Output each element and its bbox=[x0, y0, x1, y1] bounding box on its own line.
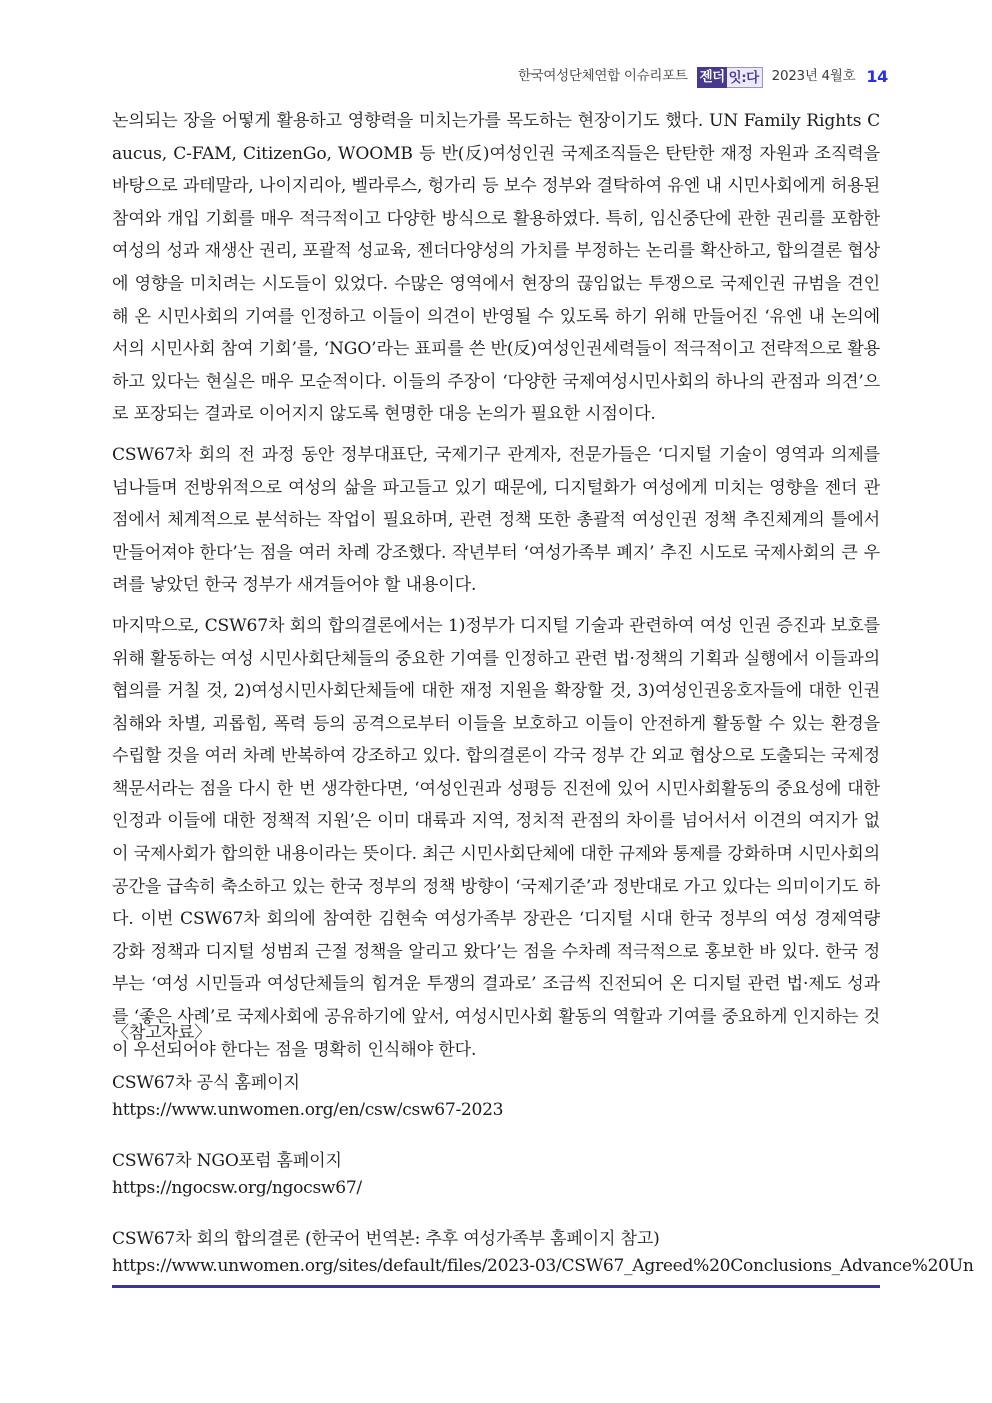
logo-text-primary: 젠더 bbox=[697, 67, 727, 88]
paragraph: 논의되는 장을 어떻게 활용하고 영향력을 미치는가를 목도하는 현장이기도 했다. UN Family Rights Caucus, C-FAM, CitizenGo, WOOMB 등 반(反)여성인권 국제조직들은 탄탄한 재정 자원과 조직력을 바탕으로 과테말라, 나이지리아, 벨라루스, 헝가리 등 보수 정부와 결탁하여 유엔 내 시민사회에게 허용된 참여와 개입 기회를 매우 적극적이고 다양한 방식으로 활용하였다. 특히, 임신중단에 관한 권리를 포함한 여성의 성과 재생산 권리, 포괄적 성교육, 젠더다양성의 가치를 부정하는 논리를 확산하고, 합의결론 협상에 영향을 미치려는 시도들이 있었다. 수많은 영역에서 현장의 끊임없는 투쟁으로 국제인권 규범을 견인해 온 시민사회의 기여를 인정하고 이들이 의견이 반영될 수 있도록 하기 위해 만들어진 ‘유엔 내 논의에서의 시민사회 참여 기회’를, ‘NGO’라는 표피를 쓴 반(反)여성인권세력들이 적극적이고 전략적으로 활용하고 있다는 현실은 매우 모순적이다. 이들의 주장이 ‘다양한 국제여성시민사회의 하나의 관점과 의견’으로 포장되는 결과로 이어지지 않도록 현명한 대응 논의가 필요한 시점이다. bbox=[112, 111, 880, 425]
reference-label: CSW67차 NGO포럼 홈페이지 bbox=[112, 1151, 342, 1171]
body-content bbox=[112, 105, 880, 1066]
issue-date: 2023년 4월호 bbox=[771, 68, 856, 85]
page-number: 14 bbox=[866, 67, 888, 86]
footer-rule bbox=[112, 1285, 880, 1288]
publication-title: 한국여성단체연합 이슈리포트 bbox=[517, 68, 688, 85]
reference-url[interactable]: https://www.unwomen.org/sites/default/files/2023-03/CSW67_Agreed%20Conclusions_Advance%20Un bbox=[112, 1256, 974, 1276]
reference-item bbox=[112, 1226, 974, 1280]
references-section bbox=[112, 1018, 974, 1280]
paragraph: CSW67차 회의 전 과정 동안 정부대표단, 국제기구 관계자, 전문가들은 ‘디지털 기술이 영역과 의제를 넘나들며 전방위적으로 여성의 삶을 파고들고 있기 때문에, 디지털화가 여성에게 미치는 영향을 젠더 관점에서 체계적으로 분석하는 작업이 필요하며, 관련 정책 또한 총괄적 여성인권 정책 추진체계의 틀에서 만들어져야 한다’는 점을 여러 차례 강조했다. 작년부터 ‘여성가족부 폐지’ 추진 시도로 국제사회의 큰 우려를 낳았던 한국 정부가 새겨들어야 할 내용이다. bbox=[112, 444, 880, 596]
gender-itda-logo bbox=[697, 67, 763, 88]
reference-url[interactable]: https://ngocsw.org/ngocsw67/ bbox=[112, 1178, 362, 1198]
reference-label: CSW67차 공식 홈페이지 bbox=[112, 1073, 300, 1093]
reference-item bbox=[112, 1148, 902, 1202]
reference-item bbox=[112, 1070, 902, 1124]
reference-label: CSW67차 회의 합의결론 (한국어 번역본: 추후 여성가족부 홈페이지 참고) bbox=[112, 1229, 660, 1249]
running-header bbox=[112, 64, 888, 90]
reference-url[interactable]: https://www.unwomen.org/en/csw/csw67-2023 bbox=[112, 1100, 504, 1120]
logo-text-secondary: 잇:다 bbox=[727, 67, 763, 88]
paragraph: 마지막으로, CSW67차 회의 합의결론에서는 1)정부가 디지털 기술과 관련하여 여성 인권 증진과 보호를 위해 활동하는 여성 시민사회단체들의 중요한 기여를 인정하고 관련 법·정책의 기획과 실행에서 이들과의 협의를 거칠 것, 2)여성시민사회단체들에 대한 재정 지원을 확장할 것, 3)여성인권옹호자들에 대한 인권 침해와 차별, 괴롭힘, 폭력 등의 공격으로부터 이들을 보호하고 이들이 안전하게 활동할 수 있는 환경을 수립할 것을 여러 차례 반복하여 강조하고 있다. 합의결론이 각국 정부 간 외교 협상으로 도출되는 국제정책문서라는 점을 다시 한 번 생각한다면, ‘여성인권과 성평등 진전에 있어 시민사회활동의 중요성에 대한 인정과 이들에 대한 정책적 지원’은 이미 대륙과 지역, 정치적 관점의 차이를 넘어서서 이견의 여지가 없이 국제사회가 합의한 내용이라는 뜻이다. 최근 시민사회단체에 대한 규제와 통제를 강화하며 시민사회의 공간을 급속히 축소하고 있는 한국 정부의 정책 방향이 ‘국제기준’과 정반대로 가고 있다는 의미이기도 하다. 이번 CSW67차 회의에 참여한 김현숙 여성가족부 장관은 ‘디지털 시대 한국 정부의 여성 경제역량 강화 정책과 디지털 성범죄 근절 정책을 알리고 왔다’는 점을 수차례 적극적으로 홍보한 바 있다. 한국 정부는 ‘여성 시민들과 여성단체들의 힘겨운 투쟁의 결과로’ 조금씩 진전되어 온 디지털 관련 법·제도 성과를 ‘좋은 사례’로 국제사회에 공유하기에 앞서, 여성시민사회 활동의 역할과 기여를 중요하게 인지하는 것이 우선되어야 한다는 점을 명확히 인식해야 한다. bbox=[112, 615, 880, 1060]
references-title: 〈참고자료〉 bbox=[112, 1023, 212, 1043]
